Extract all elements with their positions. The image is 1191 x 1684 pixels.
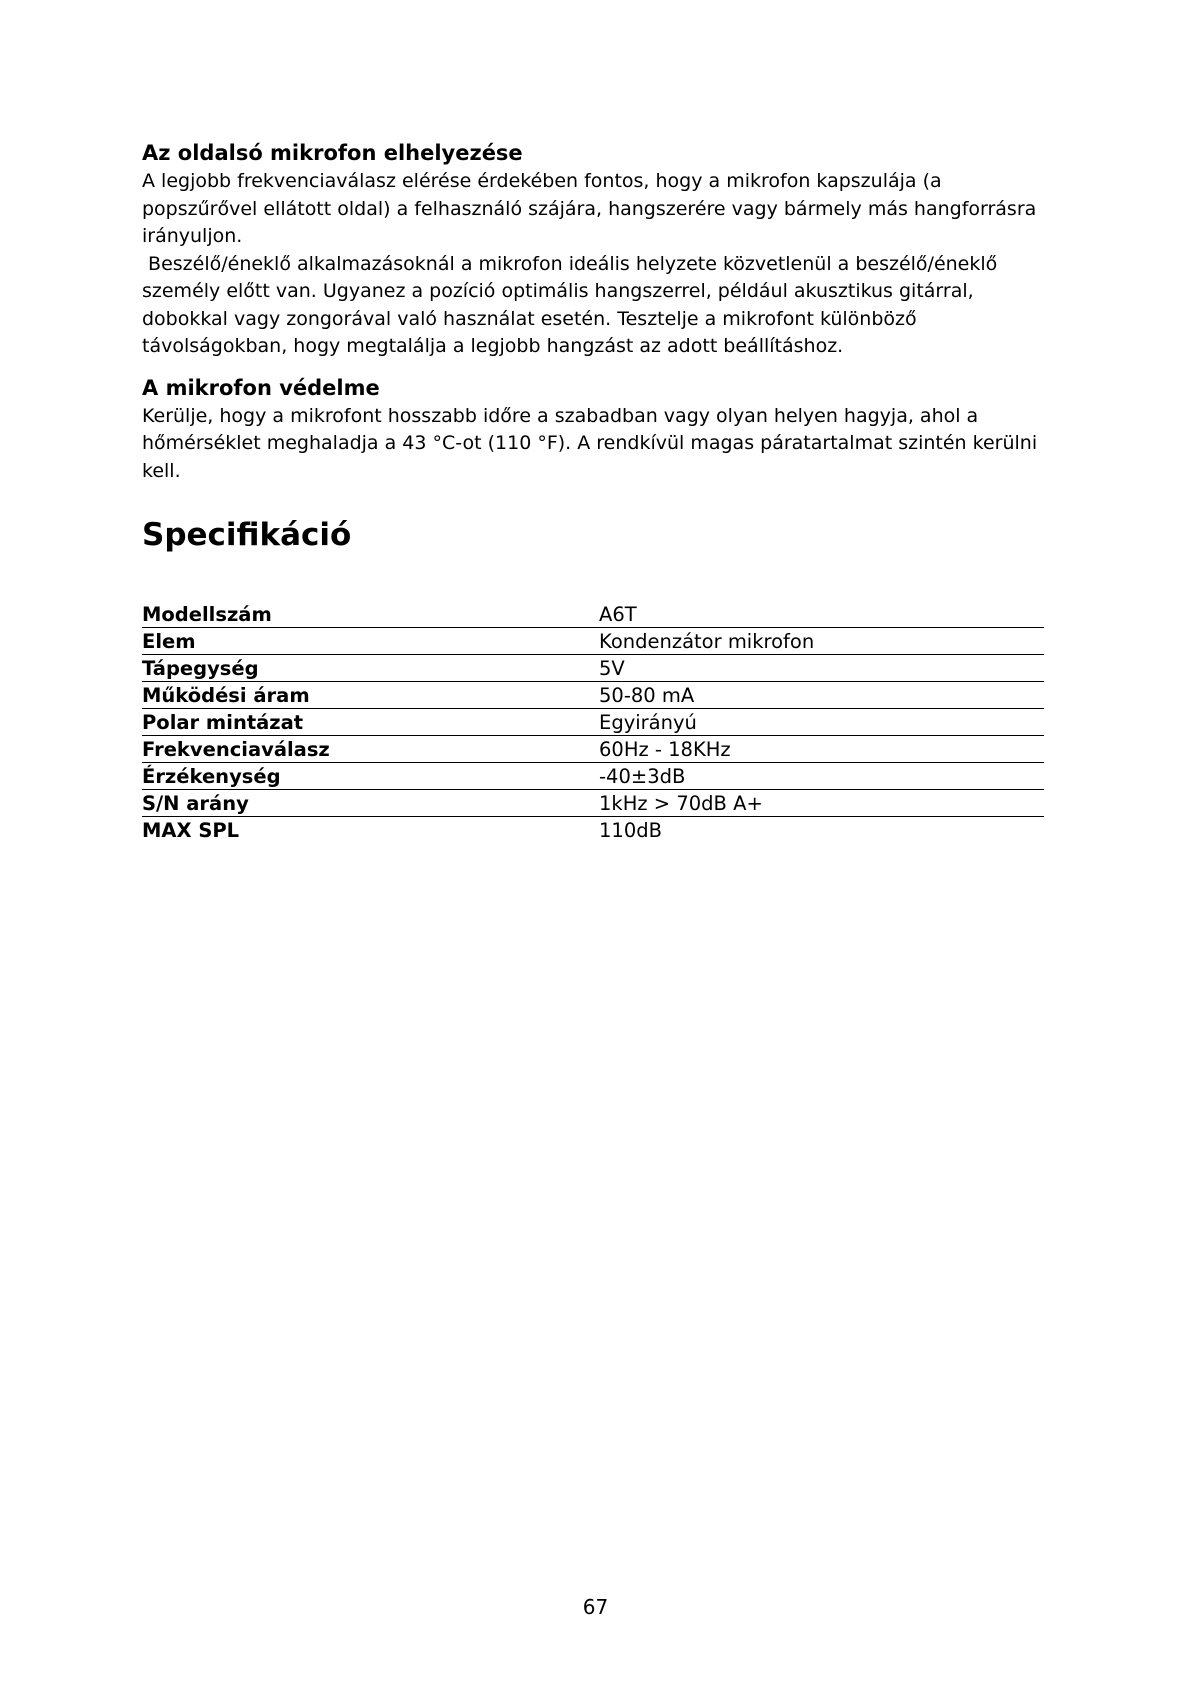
table-row: [142, 817, 1044, 844]
paragraph-placement-1: A legjobb frekvenciaválasz elérése érdekében fontos, hogy a mikrofon kapszulája (a popszűrővel ellátott oldal) a felhasználó szájára, hangszerére vagy bármely más hangforrásra irányuljon.: [142, 170, 1037, 247]
paragraph-protection: Kerülje, hogy a mikrofont hosszabb időre a szabadban vagy olyan helyen hagyja, ahol a hőmérséklet meghaladja a 43 °C-ot (110 °F). A rendkívül magas páratartalmat szintén kerülni kell.: [142, 404, 1038, 482]
spec-value: Kondenzátor mikrofon: [599, 630, 815, 653]
spec-value: 5V: [599, 657, 625, 680]
spec-label: Polar mintázat: [142, 711, 304, 734]
spec-label: Működési áram: [142, 684, 310, 707]
spec-label: MAX SPL: [142, 819, 240, 842]
section-title-placement: Az oldalsó mikrofon elhelyezése: [142, 141, 523, 165]
paragraph-placement-2: Beszélő/éneklő alkalmazásoknál a mikrofon ideális helyzete közvetlenül a beszélő/éneklő személy előtt van. Ugyanez a pozíció optimális hangszerrel, például akusztikus gitárral, dobokkal vagy zongorával való használat esetén. Tesztelje a mikrofont különböző távolságokban, hogy megtalálja a legjobb hangzást az adott beállításhoz.: [142, 252, 1004, 357]
spec-value: 60Hz - 18KHz: [599, 738, 731, 761]
table-row: [142, 763, 1044, 790]
spec-value: 50-80 mA: [599, 684, 695, 707]
spec-label: Frekvenciaválasz: [142, 738, 330, 761]
table-row: [142, 736, 1044, 763]
spec-label: Elem: [142, 630, 196, 653]
document-page: [142, 138, 1044, 843]
table-row: [142, 709, 1044, 736]
table-row: [142, 682, 1044, 709]
spec-value: 1kHz > 70dB A+: [599, 792, 763, 815]
table-row: [142, 628, 1044, 655]
spec-value: 110dB: [599, 819, 662, 842]
spec-label: Érzékenység: [142, 765, 281, 788]
table-row: [142, 601, 1044, 628]
spec-value: -40±3dB: [599, 765, 686, 788]
spec-label: Tápegység: [142, 657, 259, 680]
specification-title: Specifikáció: [142, 517, 352, 553]
specification-table: [142, 601, 1044, 843]
spec-label: S/N arány: [142, 792, 249, 815]
spec-value: A6T: [599, 603, 637, 626]
section-title-protection: A mikrofon védelme: [142, 375, 380, 400]
table-row: [142, 655, 1044, 682]
spec-label: Modellszám: [142, 603, 272, 626]
table-row: [142, 790, 1044, 817]
page-number: 67: [582, 1595, 609, 1619]
spec-value: Egyirányú: [599, 711, 697, 734]
